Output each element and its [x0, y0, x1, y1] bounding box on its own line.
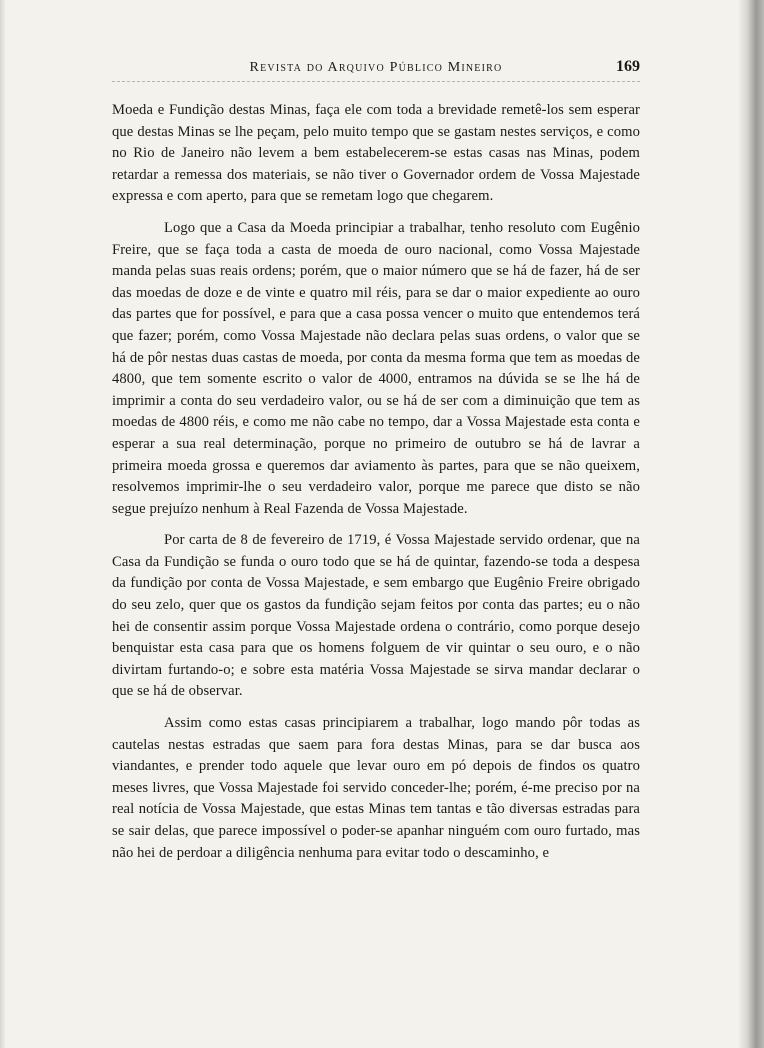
- paragraph-4: Assim como estas casas principiarem a trabalhar, logo mando pôr todas as cautelas nestas estradas que saem para fora destas Minas, para se dar busca aos viandantes, e prender todo aquele que levar ouro em pó depois de findos os quatro meses livres, que Vossa Majestade foi servido conceder-lhe; porém, é-me preciso por na real notícia de Vossa Majestade, que estas Minas tem tantas e tão diversas estradas para se sair delas, que parece impossível o poder-se apanhar ninguém com ouro furtado, mas não hei de perdoar a diligência nenhuma para evitar todo o descaminho, e: [112, 715, 640, 861]
- running-title: Revista do Arquivo Público Mineiro: [249, 60, 503, 75]
- page-left-edge: [0, 0, 6, 1048]
- page-header: [112, 58, 640, 82]
- body-text: [112, 100, 640, 864]
- book-spine-shadow: [738, 0, 764, 1048]
- page-number: 169: [616, 58, 640, 75]
- paragraph-1: Moeda e Fundição destas Minas, faça ele com toda a brevidade remetê-los sem esperar que destas Minas se lhe peçam, pelo muito tempo que se gastam nestes serviços, e como no Rio de Janeiro não levem a bem estabelecerem-se estas casas nas Minas, podem retardar a remessa dos materiais, se não tiver o Governador ordem de Vossa Majestade expressa e com aperto, para que se remetam logo que chegarem.: [112, 102, 640, 205]
- paragraph-2: Logo que a Casa da Moeda principiar a trabalhar, tenho resoluto com Eugênio Freire, que se faça toda a casta de moeda de ouro nacional, como Vossa Majestade manda pelas suas reais ordens; porém, que o maior número que se há de fazer, há de ser das moedas de doze e de vinte e quatro mil réis, para se dar o maior expediente ao ouro das partes que for possível, e para que a casa possa vencer o muito que entendemos terá que fazer; porém, como Vossa Majestade não declara pelas suas ordens, o valor que se há de pôr nestas duas castas de moeda, por conta da mesma forma que tem as moedas de 4800, que tem somente escrito o valor de 4000, entramos na dúvida se se lhe há de imprimir a conta do seu verdadeiro valor, ou se há de ser com a diminuição que tem as moedas de 4800 réis, e como me não cabe no tempo, dar a Vossa Majestade esta conta e esperar a sua real determinação, porque no primeiro de outubro se há de lavrar a primeira moeda grossa e queremos dar aviamento às partes, para que se não queixem, resolvemos imprimir-lhe o seu verdadeiro valor, porque me parece que disto se não segue prejuízo nenhum à Real Fazenda de Vossa Majestade.: [112, 219, 640, 517]
- paragraph-3: Por carta de 8 de fevereiro de 1719, é Vossa Majestade servido ordenar, que na Casa da Fundição se funda o ouro todo que se há de quintar, fazendo-se toda a despesa da fundição por conta de Vossa Majestade, e sem embargo que Eugênio Freire obrigado do seu zelo, quer que os gastos da fundição sejam feitos por conta das partes; eu o não hei de consentir assim porque Vossa Majestade ordena o contrário, como porque desejo benquistar esta casa para que os homens folguem de vir quintar o seu ouro, e o não divirtam furtando-o; e sobre esta matéria Vossa Majestade se sirva mandar declarar o que se há de observar.: [112, 532, 640, 700]
- header-rule: [112, 81, 640, 82]
